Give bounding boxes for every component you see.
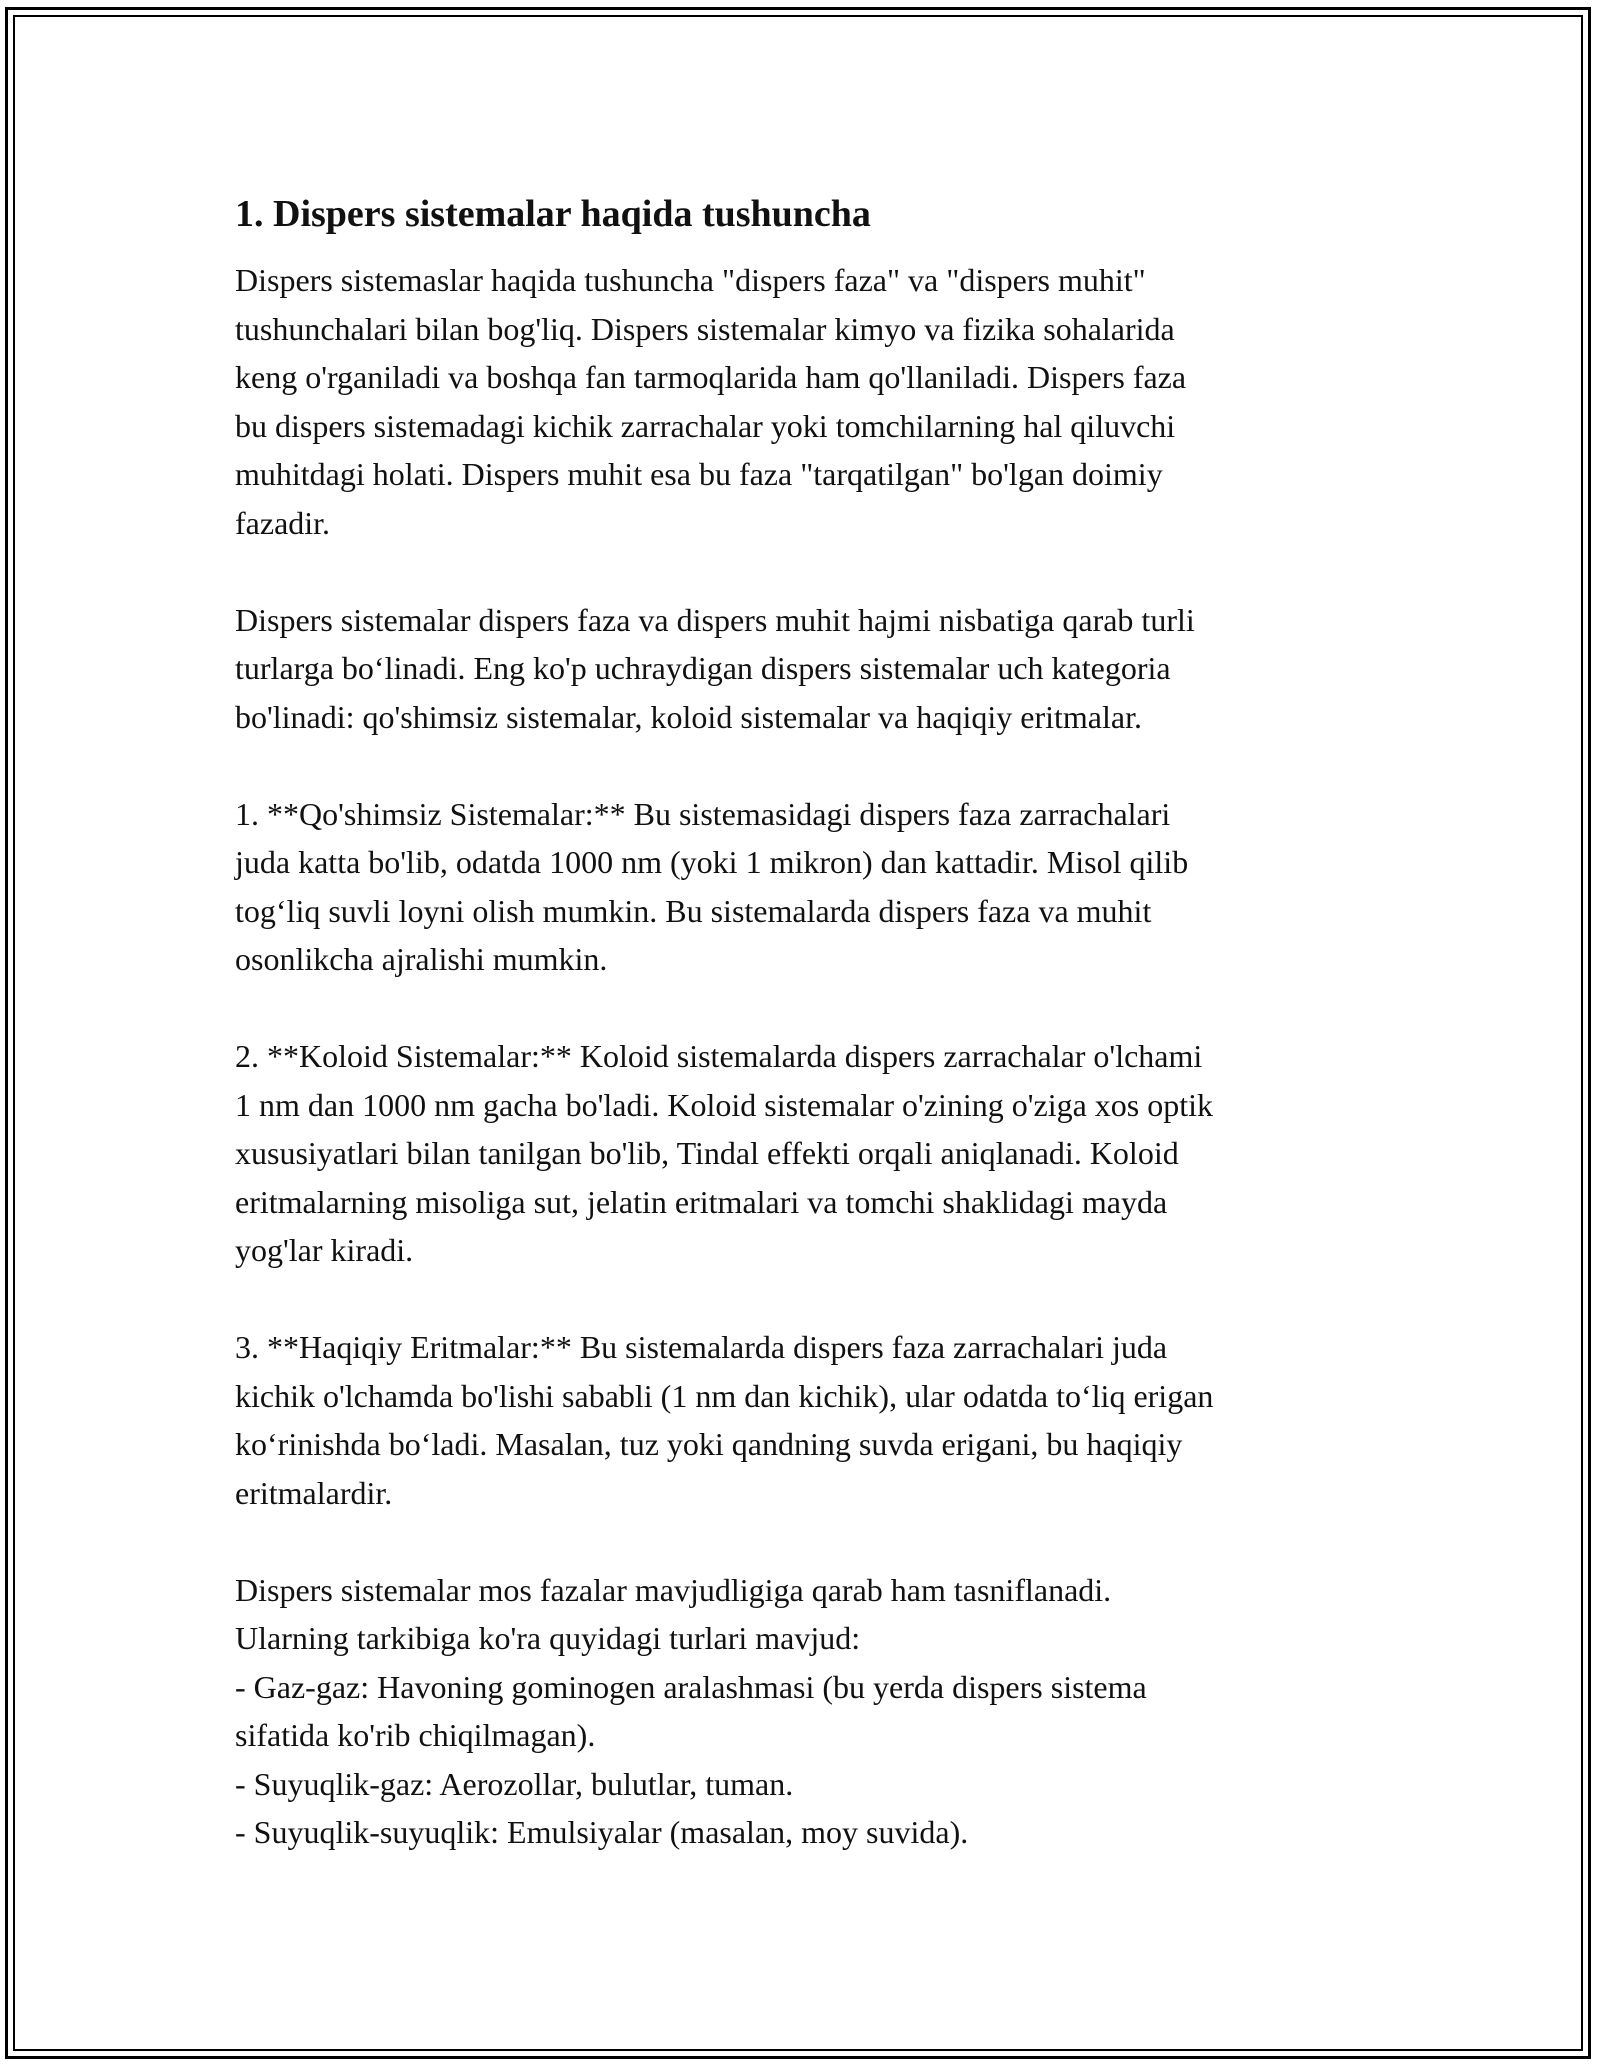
- list-item-haqiqiy: [235, 1323, 1375, 1517]
- text-line: tushunchalari bilan bog'liq. Dispers sistemalar kimyo va fizika sohalarida: [235, 310, 1175, 347]
- text-line: bu dispers sistemadagi kichik zarrachalar yoki tomchilarning hal qiluvchi: [235, 407, 1176, 444]
- list-item-qoshimsiz: [235, 790, 1375, 984]
- text-line: - Gaz-gaz: Havoning gominogen aralashmasi (bu yerda dispers sistema: [235, 1668, 1147, 1705]
- paragraph-gap: [235, 1275, 1375, 1324]
- text-line: muhitdagi holati. Dispers muhit esa bu faza "tarqatilgan" bo'lgan doimiy: [235, 456, 1163, 492]
- document-heading: 1. Dispers sistemalar haqida tushuncha: [235, 193, 871, 235]
- paragraph-gap: [235, 547, 1375, 596]
- paragraph-gap: [235, 984, 1375, 1033]
- text-line: keng o'rganiladi va boshqa fan tarmoqlarida ham qo'llaniladi. Dispers faza: [235, 359, 1187, 395]
- text-line: ko‘rinishda bo‘ladi. Masalan, tuz yoki qandning suvda erigani, bu haqiqiy: [235, 1426, 1183, 1462]
- text-line: - Suyuqlik-gaz: Aerozollar, bulutlar, tuman.: [235, 1765, 794, 1802]
- text-line: turlarga bo‘linadi. Eng ko'p uchraydigan dispers sistemalar uch kategoria: [235, 650, 1171, 686]
- text-line: Dispers sistemaslar haqida tushuncha "dispers faza" va "dispers muhit": [235, 262, 1146, 298]
- text-line: bo'linadi: qo'shimsiz sistemalar, koloid sistemalar va haqiqiy eritmalar.: [235, 698, 1142, 735]
- paragraph-gap: [235, 741, 1375, 790]
- paragraph-gap: [235, 1517, 1375, 1566]
- text-line: osonlikcha ajralishi mumkin.: [235, 941, 608, 977]
- text-line: - Suyuqlik-suyuqlik: Emulsiyalar (masalan, moy suvida).: [235, 1814, 969, 1850]
- text-line: sifatida ko'rib chiqilmagan).: [235, 1717, 596, 1753]
- text-line: fazadir.: [235, 504, 331, 541]
- text-line: tog‘liq suvli loyni olish mumkin. Bu sistemalarda dispers faza va muhit: [235, 892, 1152, 929]
- list-item-koloid: [235, 1032, 1375, 1275]
- phases-paragraph: [235, 1566, 1375, 1857]
- text-line: 3. **Haqiqiy Eritmalar:** Bu sistemalarda dispers faza zarrachalari juda: [235, 1329, 1168, 1365]
- text-line: 1 nm dan 1000 nm gacha bo'ladi. Koloid sistemalar o'zining o'ziga xos optik: [235, 1086, 1214, 1123]
- text-line: kichik o'lchamda bo'lishi sababli (1 nm dan kichik), ular odatda to‘liq erigan: [235, 1377, 1214, 1414]
- text-line: xususiyatlari bilan tanilgan bo'lib, Tindal effekti orqali aniqlanadi. Koloid: [235, 1135, 1179, 1171]
- categories-paragraph: [235, 596, 1375, 742]
- text-line: 2. **Koloid Sistemalar:** Koloid sistemalarda dispers zarrachalar o'lchami: [235, 1038, 1203, 1074]
- text-line: eritmalardir.: [235, 1474, 393, 1511]
- text-line: 1. **Qo'shimsiz Sistemalar:** Bu sistemasidagi dispers faza zarrachalari: [235, 795, 1171, 832]
- text-line: juda katta bo'lib, odatda 1000 nm (yoki 1 mikron) dan kattadir. Misol qilib: [235, 844, 1189, 880]
- text-line: Dispers sistemalar dispers faza va dispers muhit hajmi nisbatiga qarab turli: [235, 601, 1195, 638]
- text-line: eritmalarning misoliga sut, jelatin eritmalari va tomchi shaklidagi mayda: [235, 1183, 1168, 1220]
- text-line: Dispers sistemalar mos fazalar mavjudligiga qarab ham tasniflanadi.: [235, 1571, 1112, 1608]
- intro-paragraph: [235, 256, 1375, 547]
- document-body: [235, 186, 1375, 1857]
- text-line: Ularning tarkibiga ko'ra quyidagi turlari mavjud:: [235, 1620, 861, 1656]
- text-line: yog'lar kiradi.: [235, 1232, 414, 1268]
